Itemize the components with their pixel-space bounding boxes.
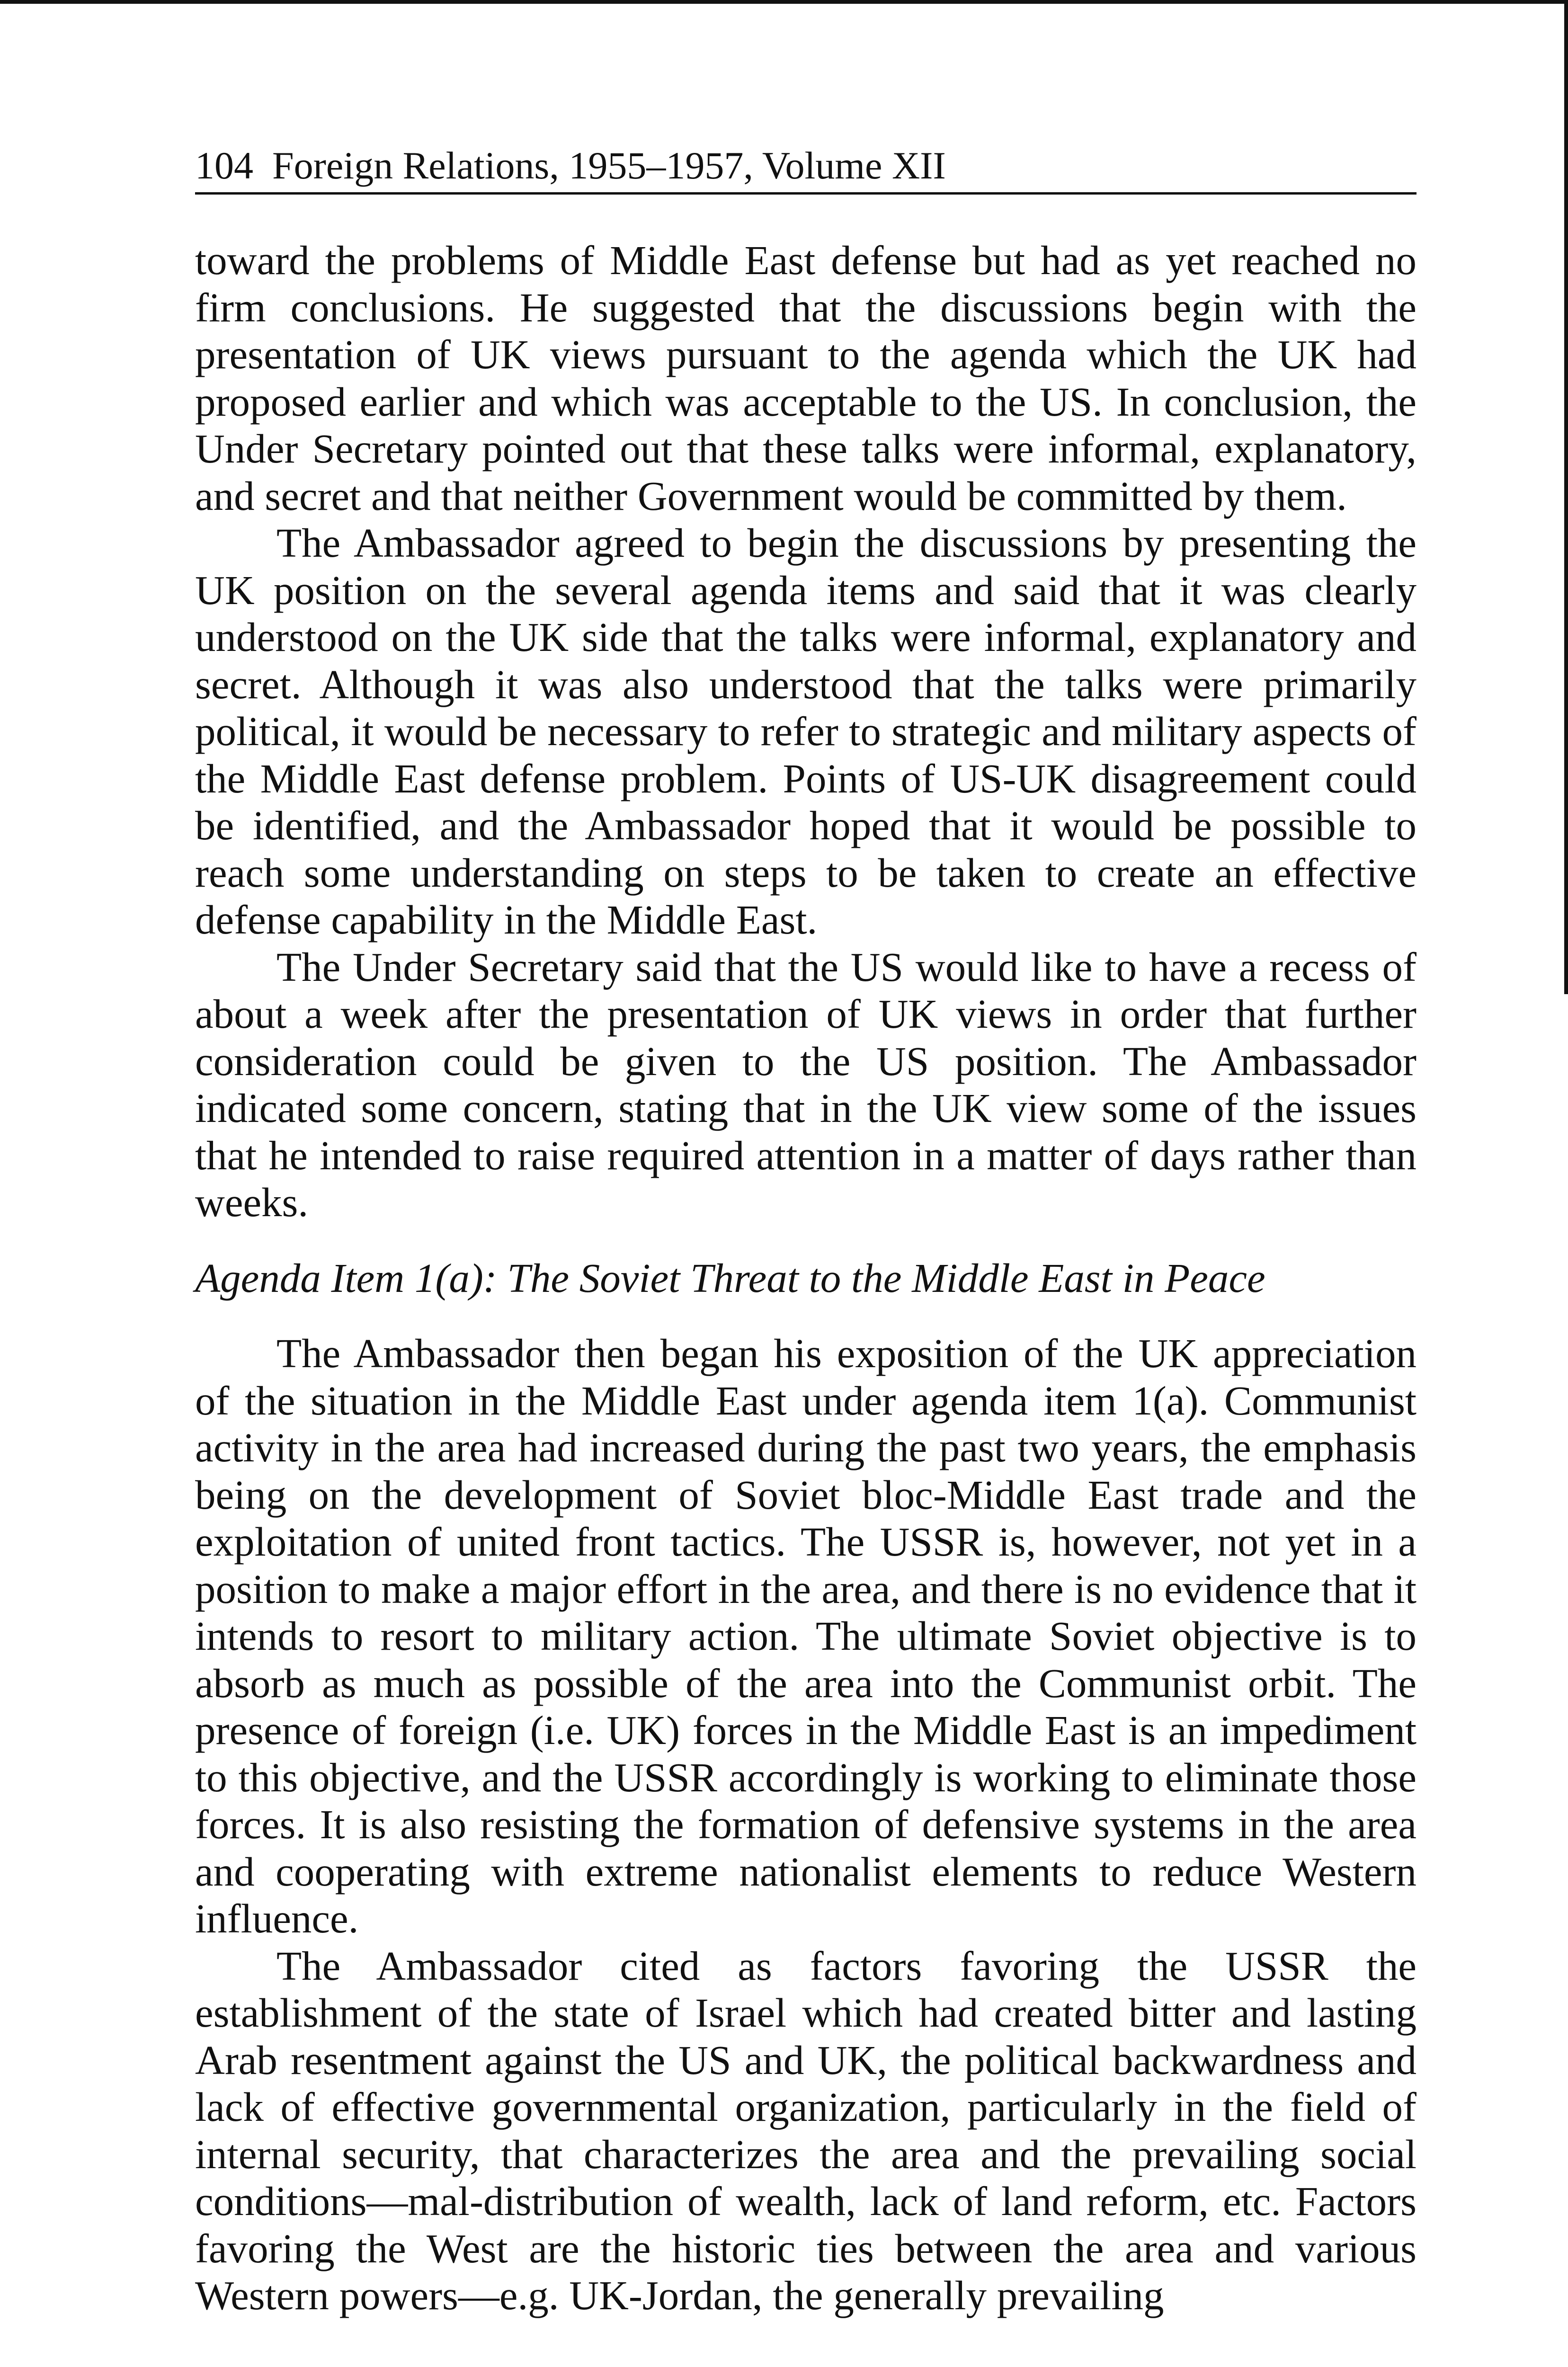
paragraph: The Ambassador agreed to begin the discussions by presenting the UK position on the several agenda items and said that it was clearly understood on the UK side that the talks were informal, explanatory and secret. Although it was also understood that the talks were primarily political, it would be necessary to refer to strategic and military aspects of the Middle East defense problem. Points of US-UK disagreement could be identified, and the Ambassador hoped that it would be possible to reach some understanding on steps to be taken to create an effective defense capability in the Middle East. — [195, 520, 1417, 943]
body-text — [195, 237, 1417, 2319]
paragraph: The Under Secretary said that the US would like to have a recess of about a week after the presentation of UK views in order that further consideration could be given to the US position. The Ambassador indicated some concern, stating that in the UK view some of the issues that he intended to raise required attention in a matter of days rather than weeks. — [195, 943, 1417, 1225]
paragraph-continued: toward the problems of Middle East defense but had as yet reached no firm conclusions. He suggested that the discussions begin with the presentation of UK views pursuant to the agenda which the UK had proposed earlier and which was acceptable to the US. In conclusion, the Under Secretary pointed out that these talks were informal, explanatory, and secret and that neither Government would be committed by them. — [195, 237, 1417, 519]
paragraph: The Ambassador cited as factors favoring the USSR the establishment of the state of Israel which had created bitter and lasting Arab resentment against the US and UK, the political backwardness and lack of effective governmental organization, particularly in the field of internal security, that characterizes the area and the prevailing social conditions—mal-distribution of wealth, lack of land reform, etc. Factors favoring the West are the historic ties between the area and various Western powers—e.g. UK-Jordan, the generally prevailing — [195, 1942, 1417, 2318]
section-heading: Agenda Item 1(a): The Soviet Threat to the Middle East in Peace — [195, 1255, 1265, 1301]
page-number: 104 — [195, 144, 253, 187]
paragraph: The Ambassador then began his exposition of the UK appreciation of the situation in the Middle East under agenda item 1(a). Communist activity in the area had increased during the past two years, the emphasis being on the development of Soviet bloc-Middle East trade and the exploitation of united front tactics. The USSR is, however, not yet in a position to make a major effort in the area, and there is no evidence that it intends to resort to military action. The ultimate Soviet objective is to absorb as much as possible of the area into the Communist orbit. The presence of foreign (i.e. UK) forces in the Middle East is an impediment to this objective, and the USSR accordingly is working to eliminate those forces. It is also resisting the formation of defensive systems in the area and cooperating with extreme nationalist elements to reduce Western influence. — [195, 1330, 1417, 1941]
publication-title: Foreign Relations, 1955–1957, Volume XII — [272, 144, 946, 187]
right-edge-border — [1564, 0, 1568, 994]
top-edge-border — [0, 0, 1568, 4]
running-head — [195, 142, 1417, 195]
